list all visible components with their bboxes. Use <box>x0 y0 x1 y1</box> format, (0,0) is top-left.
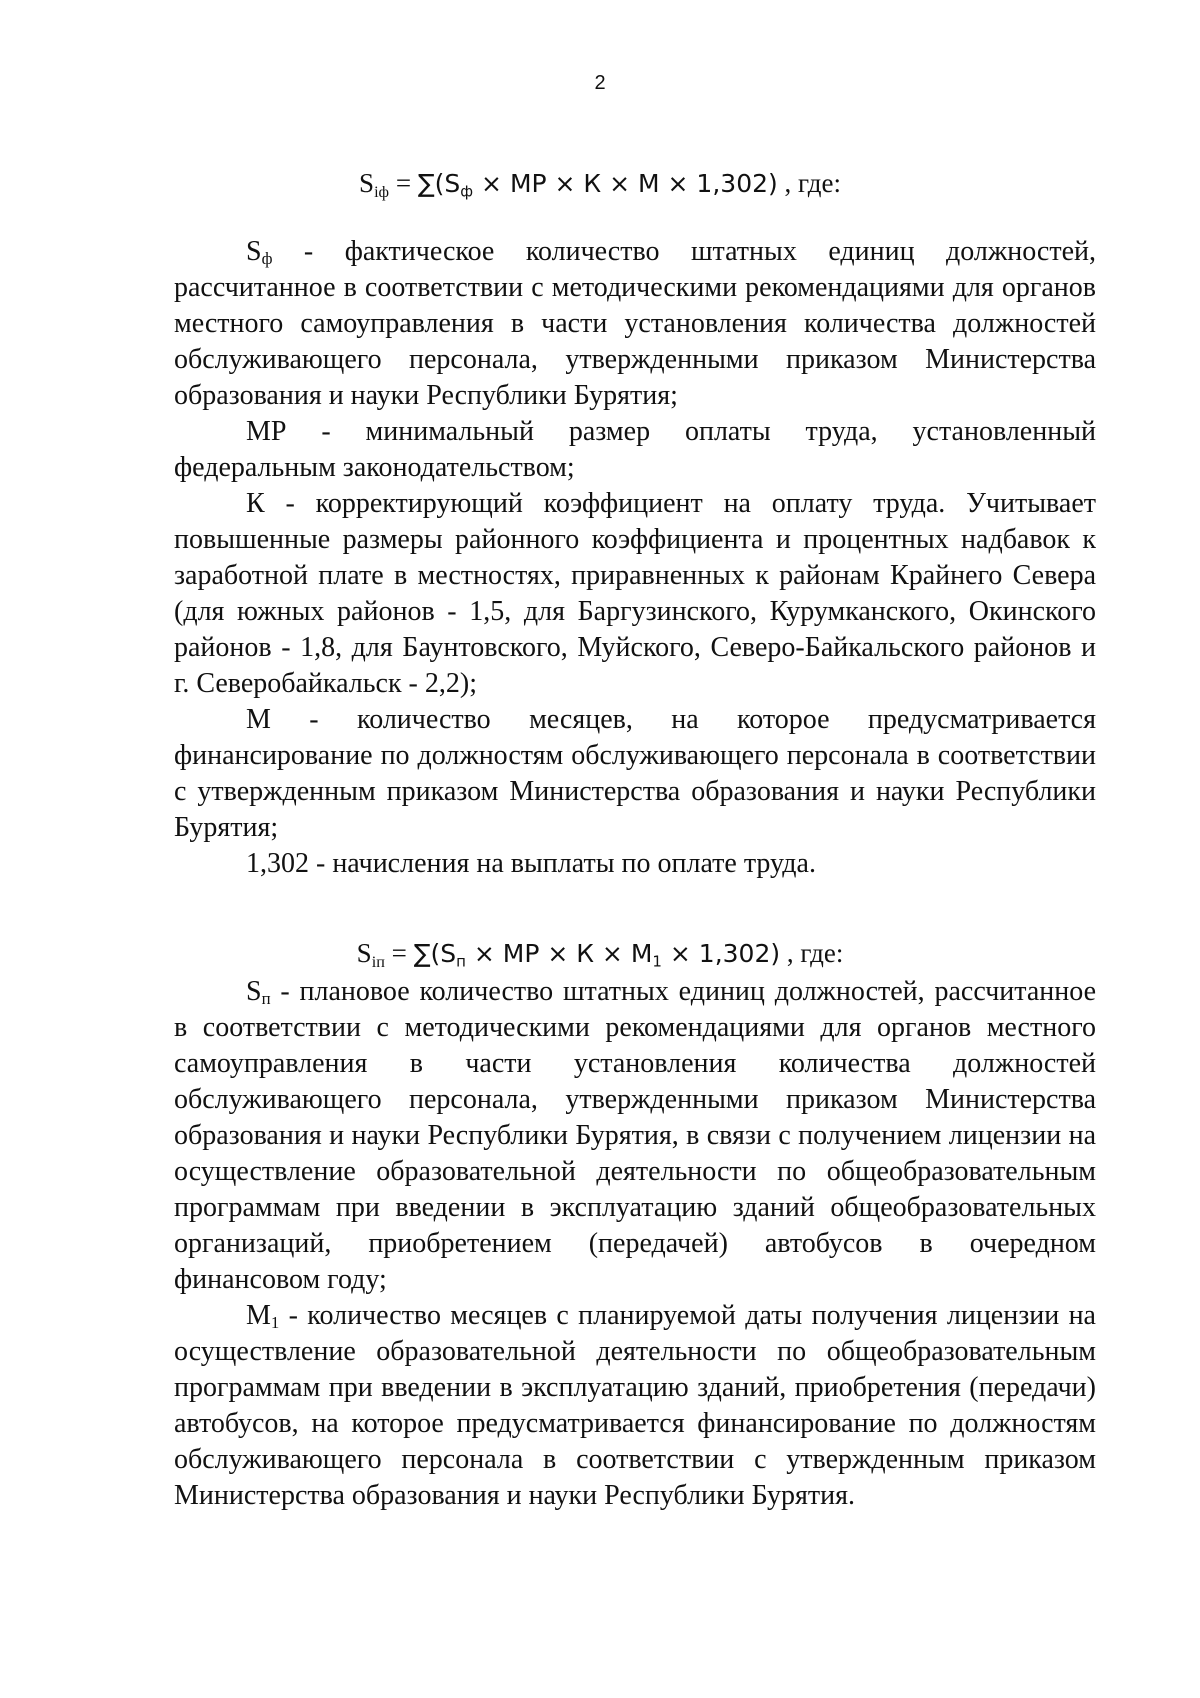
formula-planned-cost: $S_{iп} = \sum(S_п$ × МР × $К \times М_1 \times 1,302$) , где: <box>356 938 844 971</box>
definition-s-planned: $S_п$ - плановое количество штатных единиц должностей, рассчитанное в соответствии с методическими рекомендациями для органов местного самоуправления в части установления количества должностей обслуживающего персонала, утвержденными приказом Министерства образования и науки Республики Бурятия, в связи с получением лицензии на осуществление образовательной деятельности по общеобразовательным программам при введении в эксплуатацию зданий общеобразовательных организаций, приобретением (передачей) автобусов в очередном финансовом году; <box>174 976 1096 1295</box>
formula-lhs: $S_{iп}$ <box>356 938 385 971</box>
definition-s-actual: $S_ф$ - фактическое количество штатных единиц должностей, рассчитанное в соответствии с методическими рекомендациями для органов местного самоуправления в части установления количества должностей обслуживающего персонала, утвержденными приказом Министерства образования и науки Республики Бурятия; <box>174 236 1096 411</box>
definition-accruals: 1,302 - начисления на выплаты по оплате труда. <box>246 848 816 879</box>
definition-m-months: М - количество месяцев, на которое предусматривается финансирование по должностям обслуживающего персонала в соответствии с утвержденным приказом Министерства образования и науки Республики Бурятия; <box>174 704 1096 843</box>
formula-rhs: $\sum(S_ф$ × МР × К × М × 1,302) <box>417 169 778 201</box>
formula-lhs: $S_{iф}$ <box>359 168 390 201</box>
formula-rhs: $\sum(S_п$ × МР × $К \times М_1 \times 1,302$) <box>413 939 781 971</box>
definition-k-coefficient: К - корректирующий коэффициент на оплату труда. Учитывает повышенные размеры районного коэффициента и процентных надбавок к заработной плате в местностях, приравненных к районам Крайнего Севера (для южных районов - 1,5, для Баргузинского, Курумканского, Окинского районов - 1,8, для Баунтовского, Муйского, Северо-Байкальского районов и г. Северобайкальск - 2,2); <box>174 488 1096 699</box>
definitions-actual <box>174 234 1096 882</box>
page-number: 2 <box>594 72 606 94</box>
formula-actual-cost: $S_{iф} = \sum(S_ф$ × МР × К × М × 1,302) , где: <box>359 168 841 201</box>
definitions-planned <box>174 974 1096 1514</box>
definition-m1-months: $М_1$ - количество месяцев с планируемой даты получения лицензии на осуществление образовательной деятельности по общеобразовательным программам при введении в эксплуатацию зданий, приобретения (передачи) автобусов, на которое предусматривается финансирование по должностям обслуживающего персонала в соответствии с утвержденным приказом Министерства образования и науки Республики Бурятия. <box>174 1300 1096 1511</box>
definition-mrot: МР - минимальный размер оплаты труда, установленный федеральным законодательством; <box>174 416 1096 483</box>
